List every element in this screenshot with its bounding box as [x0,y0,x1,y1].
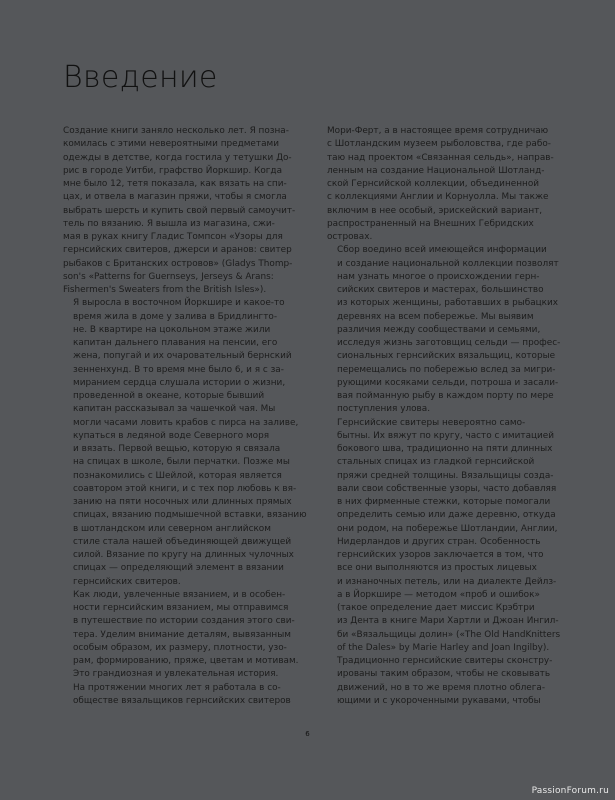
paragraph [63,297,307,589]
text-line: различия между сообществами и семьями, [337,324,541,335]
text-line: с коллекциями Англии и Корнуолла. Мы также [327,192,549,203]
text-line: гернсийских свитеров. [73,576,181,587]
text-line: а в Йоркшире — методом «проб и ошибок» [337,589,540,600]
text-line: ской Гернсийской коллекции, объединенной [327,179,540,189]
text-line: зенненхунд. В то время мне было 6, и я с за- [73,364,284,375]
text-line: капитан рассказывал за чашечкой чая. Мы [73,404,276,415]
text-line: время жила в доме у залива в Бридлингто- [73,311,278,322]
text-line: в них фирменные стежки, которые помогали [337,497,551,507]
text-line: комилась с этими невероятными предметами [63,139,279,150]
text-line: ленным на создание Национальной Шотланд- [327,165,545,176]
text-line: движений, но в то же время плотно облега- [337,682,546,693]
text-line: ющими и с укороченными рукавами, чтобы [337,695,541,706]
text-line: из Дента в книге Мари Хартли и Джоан Ингил- [337,616,559,627]
text-line: мне было 12, тетя показала, как вязать на спи- [63,179,287,189]
text-line: Традиционно гернсийские свитеры сконстру- [337,656,553,666]
text-line: На протяжении многих лет я работала в со- [73,682,281,693]
text-line: могли часами ловить крабов с пирса на заливе, [73,417,299,428]
text-line: в шотландском или северном английском [73,523,271,534]
text-line: в путешествие по истории создания этого сви- [73,616,295,627]
text-line: не. В квартире на цокольном этаже жили [73,324,271,335]
text-line: бокового шва, традиционно на пяти длинных [337,444,553,454]
text-line: Fishermen's Sweaters from the British Isles»). [63,285,267,295]
text-line: и вязать. Первой вещью, которую я связала [73,444,281,454]
text-line: занию на пяти носочных или длинных прямых [73,497,292,507]
text-line: бытны. Их вяжут по кругу, часто с имитацией [337,430,555,441]
text-line: из которых женщины, работавших в рыбацких [337,298,559,309]
text-line: рис в городе Уитби, графство Йоркшир. Когда [63,165,283,176]
page-number: 6 [305,730,310,738]
text-line: выбрать шерсть и купить свой первый самоучит- [63,205,296,216]
text-line: ности гернсийским вязанием, мы отправимся [73,603,289,613]
text-line: тера. Уделим внимание деталям, вывязанным [73,629,291,640]
text-line: соавтором этой книги, и с тех пор любовь к вя- [73,483,297,494]
text-line: гернсийских свитеров, джерси и аранов: свитер [63,245,292,256]
text-line: Это грандиозная и увлекательная история. [73,669,279,680]
text-line: son's «Patterns for Guernseys, Jerseys & Arans: [63,271,274,282]
paragraph [63,589,303,682]
paragraph [327,244,569,416]
left-text-column [63,125,307,708]
text-line: тель по вязанию. Я вышла из магазина, сжи- [63,218,275,229]
text-line: купаться в ледяной воде Северного моря [73,430,270,441]
text-line: цах, и отвела в магазин пряжи, чтобы я смогла [63,192,287,203]
text-line: Я выросла в восточном Йоркшире и какое-то [73,298,285,309]
text-line: рам, формированию, пряже, цветам и мотивам. [73,656,299,666]
text-line: и изнаночных петель, или на диалекте Дейлз- [337,576,557,587]
text-line: капитан дальнего плавания на пенсии, его [73,338,278,348]
text-line: сиональных гернсийских вязальщиц, которые [337,351,556,362]
text-line: включим в нее особый, эрискейский вариант, [327,205,543,216]
text-line: силой. Вязание по кругу на длинных чулочных [73,550,294,560]
paragraph [327,655,569,708]
right-text-column [327,125,569,708]
text-line: нам узнать многое о происхождении герн- [337,271,540,282]
text-line: исследуя жизнь заготовщиц сельди — профес- [337,338,561,348]
text-line: Мори-Ферт, а в настоящее время сотрудничаю [327,126,549,136]
text-line: проведенной в океане, которые бывший [73,391,265,401]
text-line: миранием сердца слушала истории о жизни, [73,377,286,388]
text-line: жена, попугай и их очаровательный бернский [73,351,292,362]
text-line: Создание книги заняло несколько лет. Я позна- [63,126,289,136]
paragraph [63,682,303,709]
text-line: спицах — определяющий элемент в вязании [73,563,284,574]
text-line: (такое определение дает миссис Крэбтри [337,603,535,613]
text-line: Сбор воедино всей имеющейся информации [337,245,547,256]
text-line: спицах, вязанию подмышечной вставки, вязанию [73,510,307,521]
text-line: вали свои собственные узоры, часто добавляя [337,483,557,494]
text-line: определить семью или даже деревню, откуда [337,510,556,521]
text-line: таю над проектом «Связанная сельдь», направ- [327,152,554,163]
text-line: перемещались по побережью вслед за мигри- [337,364,556,375]
page-title: Введение [63,60,218,95]
text-line: Нидерландов и других стран. Особенность [337,536,541,547]
text-line: поступления улова. [337,404,431,415]
site-watermark: PassionForum.ru [531,786,609,796]
paragraph [327,125,569,244]
text-line: на спицах в школе, были перчатки. Позже мы [73,457,290,468]
text-line: мая в руках книгу Гладис Томпсон «Узоры для [63,232,283,242]
text-line: особым образом, их размеру, плотности, узо- [73,642,287,653]
text-line: пряжи средней толщины. Вязальщицы созда- [337,470,554,481]
text-line: стальных спицах из гладкой гернсийской [337,457,535,468]
paragraph [327,417,569,656]
text-line: островах. [327,232,373,242]
text-line: би «Вязальщицы долин» («The Old HandKnitters [337,629,561,640]
text-line: рыбаков с Британских островов» (Gladys Thomp- [63,258,293,269]
text-line: одежды в детстве, когда гостила у тетушки До- [63,152,292,163]
text-line: гернсийских узоров заключается в том, что [337,550,544,560]
text-line: вая пойманную рыбу в каждом порту по мере [337,391,554,401]
text-line: сийских свитеров и мастерах, большинство [337,285,544,295]
text-line: все они выполняются из простых лицевых [337,563,537,574]
text-line: деревнях на всем побережье. Мы выявим [337,311,534,322]
text-line: и создание национальной коллекции позволят [337,258,559,269]
text-line: Как люди, увлеченные вязанием, и в особен- [73,589,286,600]
text-line: познакомились с Шейлой, которая является [73,470,282,481]
text-line: Гернсийские свитеры невероятно само- [337,417,526,428]
text-line: рующими косяками сельди, потроша и засали- [337,377,559,388]
paragraph [63,125,303,297]
text-line: of the Dales» by Marie Harley and Joan Ingilby). [337,642,550,653]
text-line: стиле стала нашей объединяющей движущей [73,536,292,547]
text-line: ированы таким образом, чтобы не сковывать [337,669,551,680]
text-line: распространенный на Внешних Гебридских [327,218,534,229]
text-line: они родом, на побережье Шотландии, Англии, [337,523,558,534]
text-line: обществе вязальщиков гернсийских свитеров [73,695,291,706]
text-line: с Шотландским музеем рыболовства, где рабо- [327,139,551,150]
